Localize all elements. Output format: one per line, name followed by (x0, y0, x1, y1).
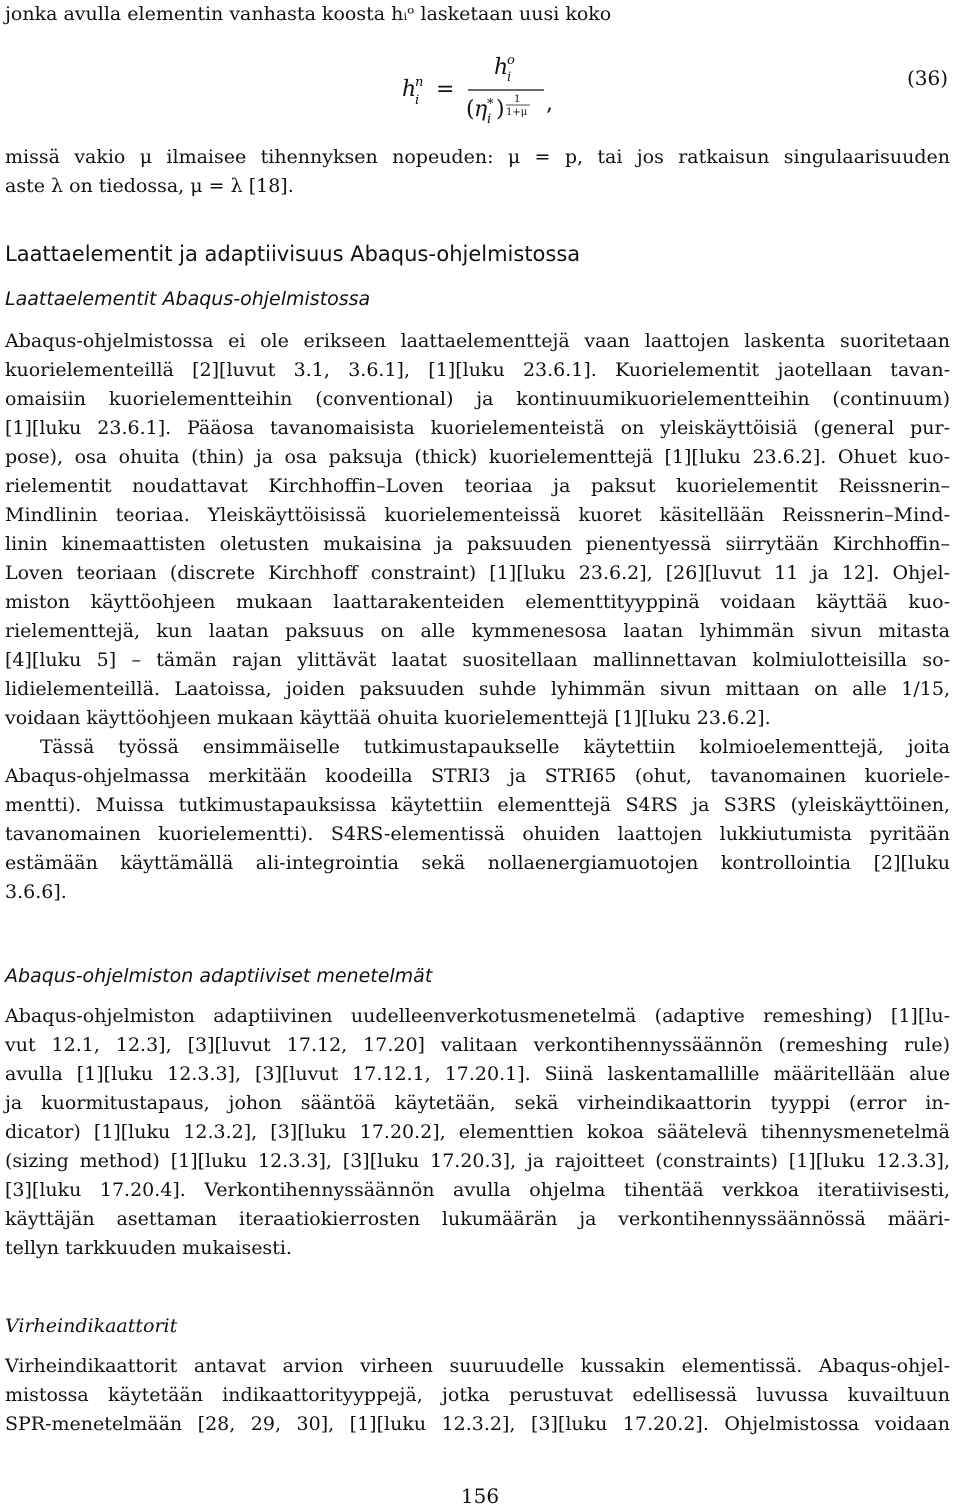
paragraph-line: tavanomainen kuorielementti). S4RS-elementissä ohuiden laattojen lukkiutumista pyritään (5, 823, 950, 845)
svg-text:i: i (415, 93, 420, 108)
paragraph-line: Abaqus-ohjelmistossa ei ole erikseen laattaelementtejä vaan laattojen laskenta suoritetaan (5, 330, 950, 352)
paragraph-line: Mindlinin teoriaa. Yleiskäyttöisissä kuorielementeissä kuoret käsitellään Reissnerin–Mind- (5, 504, 950, 526)
svg-text:h: h (402, 77, 417, 102)
svg-text:1: 1 (514, 94, 521, 105)
paragraph-line: [1][luku 23.6.1]. Pääosa tavanomaisista kuorielementeistä on yleiskäyttöisiä (general pur- (5, 417, 950, 439)
intro-line-2: missä vakio μ ilmaisee tihennyksen nopeuden: μ = p, tai jos ratkaisun singulaarisuuden (5, 146, 950, 168)
subsection-heading: Laattaelementit Abaqus-ohjelmistossa (5, 288, 371, 310)
paragraph-line: Virheindikaattorit antavat arvion virheen suuruudelle kussakin elementissä. Abaqus-ohjel- (5, 1355, 950, 1377)
equation-36 (400, 50, 560, 130)
paragraph-line: Tässä työssä ensimmäiselle tutkimustapaukselle käytettiin kolmioelementtejä, joita (40, 736, 950, 758)
paragraph-line: SPR-menetelmään [28, 29, 30], [1][luku 12.3.2], [3][luku 17.20.2]. Ohjelmistossa voidaan (5, 1413, 950, 1435)
intro-line-3: aste λ on tiedossa, μ = λ [18]. (5, 175, 294, 197)
svg-text:i: i (487, 112, 492, 127)
paragraph-line: rielementtejä, kun laatan paksuus on alle kymmenesosa laatan lyhimmän sivun mitasta (5, 620, 950, 642)
paragraph-line: Abaqus-ohjelmassa merkitään koodeilla STRI3 ja STRI65 (ohut, tavanomainen kuoriele- (5, 765, 950, 787)
svg-text:h: h (494, 55, 509, 80)
svg-text:(: ( (466, 97, 475, 122)
subsection-heading: Abaqus-ohjelmiston adaptiiviset menetelmät (5, 965, 433, 987)
svg-text:η: η (474, 97, 488, 122)
paragraph-line: rielementit noudattavat Kirchhoffin–Loven teoriaa ja paksut kuorielementit Reissnerin– (5, 475, 950, 497)
subsection-heading: Virheindikaattorit (5, 1315, 178, 1337)
page-number: 156 (460, 1484, 500, 1508)
svg-text:n: n (415, 75, 424, 90)
paragraph-line: Loven teoriaan (discrete Kirchhoff constraint) [1][luku 23.6.2], [26][luvut 11 ja 12]. Ohjel- (5, 562, 950, 584)
paragraph-line: omaisiin kuorielementteihin (conventional) ja kontinuumikuorielementteihin (continuum) (5, 388, 950, 410)
svg-text:,: , (546, 91, 553, 116)
paragraph-line: voidaan käyttöohjeen mukaan käyttää ohuita kuorielementtejä [1][luku 23.6.2]. (5, 707, 771, 729)
svg-text:): ) (496, 97, 505, 122)
paragraph-line: tellyn tarkkuuden mukaisesti. (5, 1237, 292, 1259)
paragraph-line: [3][luku 17.20.4]. Verkontihennyssäännön avulla ohjelma tihentää verkkoa iteratiivisesti, (5, 1179, 950, 1201)
paragraph-line: vut 12.1, 12.3], [3][luvut 17.12, 17.20] valitaan verkontihennyssäännön (remeshing rule) (5, 1034, 950, 1056)
paragraph-line: miston käyttöohjeen mukaan laattarakenteiden elementtityyppinä voidaan käyttää kuo- (5, 591, 950, 613)
paragraph-line: kuorielementeillä [2][luvut 3.1, 3.6.1], [1][luku 23.6.1]. Kuorielementit jaotellaan tavan- (5, 359, 950, 381)
paragraph-line: mistossa käytetään indikaattorityyppejä, jotka perustuvat edellisessä luvussa kuvailtuun (5, 1384, 950, 1406)
paragraph-line: dicator) [1][luku 12.3.2], [3][luku 17.20.2], elementtien kokoa säätelevä tihennysmenetelmä (5, 1121, 950, 1143)
paragraph-line: käyttäjän asettaman iteraatiokierrosten lukumäärän ja verkontihennyssäännössä määri- (5, 1208, 950, 1230)
paragraph-line: lidielementeillä. Laatoissa, joiden paksuuden suhde lyhimmän sivun mittaan on alle 1/15, (5, 678, 950, 700)
svg-text:o: o (507, 53, 515, 68)
equation-number: (36) (906, 66, 948, 90)
paragraph-line: Abaqus-ohjelmiston adaptiivinen uudelleenverkotusmenetelmä (adaptive remeshing) [1][lu- (5, 1005, 950, 1027)
paragraph-line: 3.6.6]. (5, 881, 67, 903)
svg-text:1+μ: 1+μ (506, 107, 528, 118)
paragraph-line: [4][luku 5] – tämän rajan ylittävät laatat suositellaan mallinnettavan kolmiulotteisilla so- (5, 649, 950, 671)
paragraph-line: ja kuormitustapaus, johon sääntöä käytetään, sekä virheindikaattorin tyyppi (error in- (5, 1092, 950, 1114)
intro-line-1: jonka avulla elementin vanhasta koosta hᵢᵒ lasketaan uusi koko (5, 3, 612, 25)
paragraph-line: (sizing method) [1][luku 12.3.3], [3][luku 17.20.3], ja rajoitteet (constraints) [1][luku 12.3.3], (5, 1150, 950, 1172)
section-heading: Laattaelementit ja adaptiivisuus Abaqus-ohjelmistossa (5, 242, 581, 266)
equation-graphic (400, 50, 560, 130)
paragraph-line: pose), osa ohuita (thin) ja osa paksuja (thick) kuorielementtejä [1][luku 23.6.2]. Ohuet kuo- (5, 446, 950, 468)
svg-text:i: i (507, 70, 512, 85)
paragraph-line: linin kinemaattisten oletusten mukaisina ja paksuuden pienentyessä siirrytään Kirchhoffin– (5, 533, 950, 555)
svg-text:*: * (487, 97, 494, 112)
paragraph-line: estämään käyttämällä ali-integrointia sekä nollaenergiamuotojen kontrollointia [2][luku (5, 852, 950, 874)
svg-text:=: = (436, 77, 455, 102)
paragraph-line: mentti). Muissa tutkimustapauksissa käytettiin elementtejä S4RS ja S3RS (yleiskäyttöinen, (5, 794, 950, 816)
paragraph-line: avulla [1][luku 12.3.3], [3][luvut 17.12.1, 17.20.1]. Siinä laskentamallille määritellään alue (5, 1063, 950, 1085)
